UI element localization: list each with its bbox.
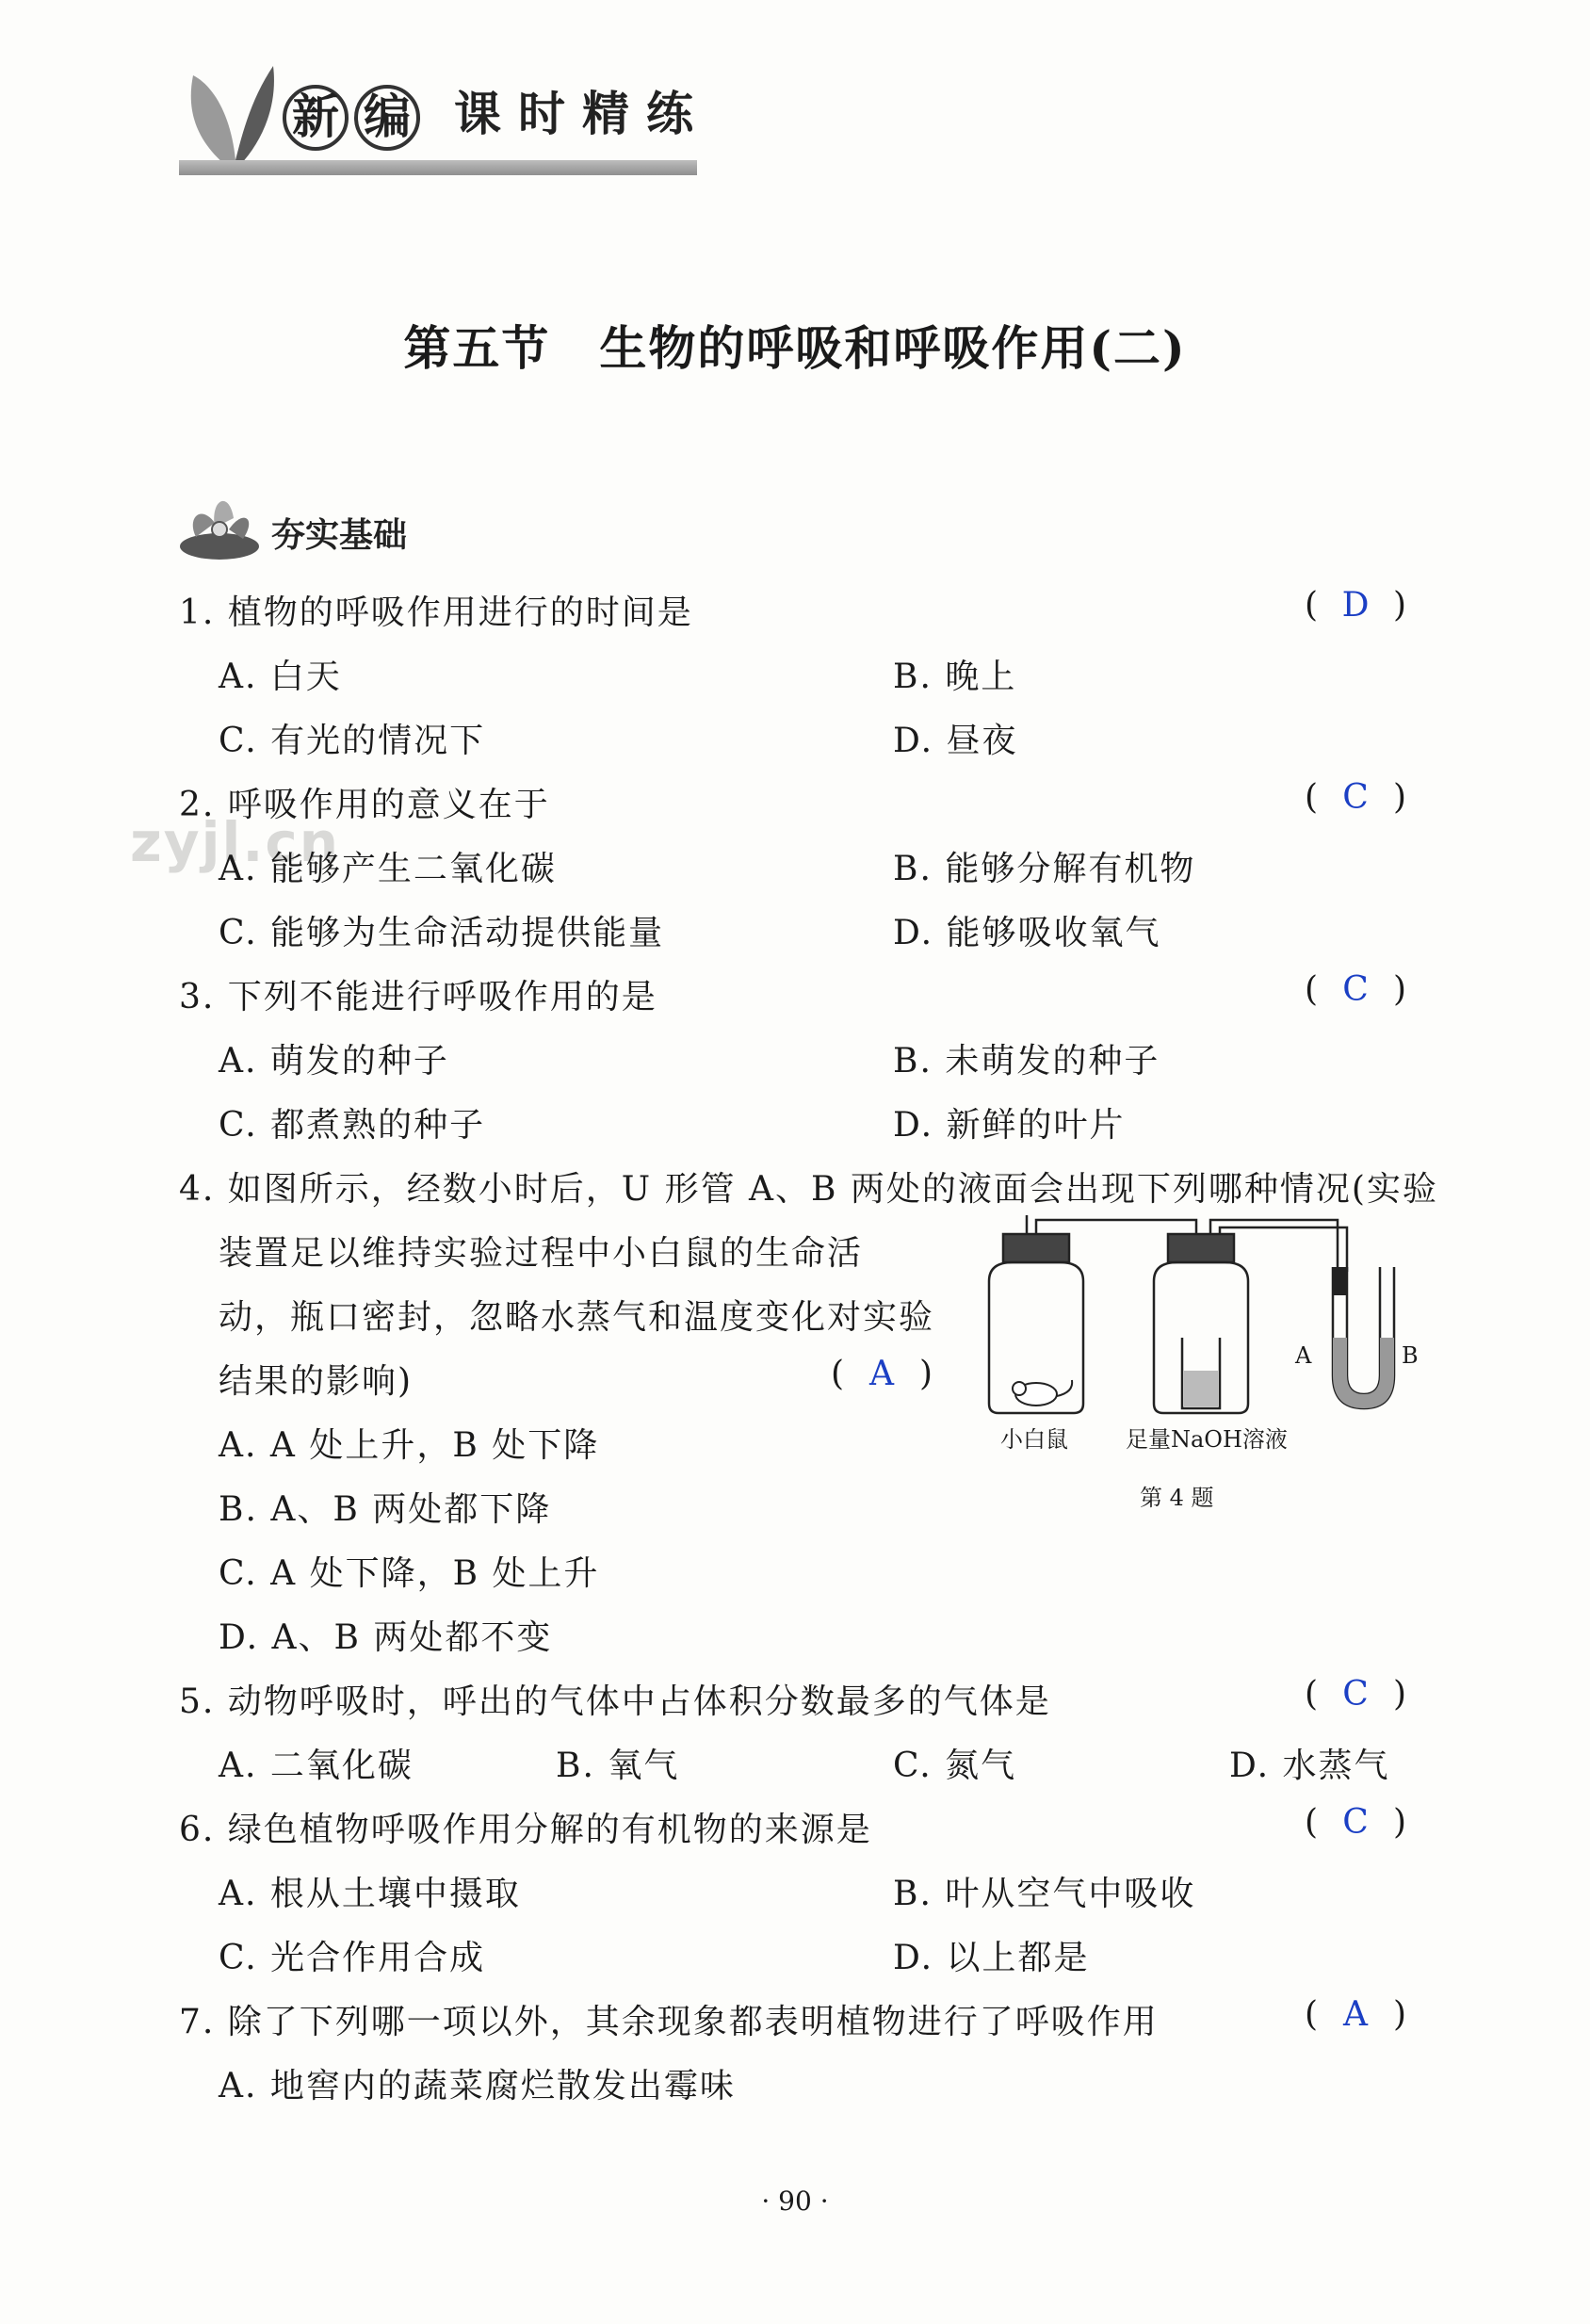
option: A. 能够产生二氧化碳	[219, 850, 557, 888]
figure-label-b: B	[1402, 1342, 1419, 1369]
question-stem: 5. 动物呼吸时，呼出的气体中占体积分数最多的气体是	[179, 1682, 1051, 1721]
question-stem: 1. 植物的呼吸作用进行的时间是	[179, 593, 693, 632]
option: D. 昼夜	[893, 722, 1018, 760]
header-char: 时	[518, 87, 565, 141]
option: B. 能够分解有机物	[893, 850, 1196, 888]
answer-bracket: ( C )	[1305, 778, 1407, 817]
option: C. 都煮熟的种子	[219, 1106, 486, 1145]
figure-label-a: A	[1295, 1342, 1312, 1369]
option: C. 氮气	[893, 1747, 1017, 1785]
option: A. 白天	[219, 658, 342, 696]
option: A. 萌发的种子	[219, 1042, 449, 1081]
answer-bracket: ( D )	[1305, 586, 1407, 625]
header-banner	[179, 57, 706, 198]
answer-value: C	[1342, 1803, 1369, 1842]
question-stem: 3. 下列不能进行呼吸作用的是	[179, 978, 657, 1016]
answer-bracket: ( A )	[1305, 1995, 1407, 2034]
option: C. 光合作用合成	[219, 1939, 486, 1977]
option: D. 以上都是	[893, 1939, 1090, 1977]
answer-value: A	[869, 1355, 895, 1393]
figure-label-mouse: 小白鼠	[1000, 1426, 1068, 1453]
option: B. 叶从空气中吸收	[893, 1875, 1196, 1913]
option: C. 有光的情况下	[219, 722, 486, 760]
question-stem-line: 装置足以维持实验过程中小白鼠的生命活	[219, 1234, 864, 1273]
question-stem-line: 结果的影响)	[219, 1362, 414, 1401]
section-label: 夯实基础	[271, 516, 408, 555]
flower-icon	[177, 480, 267, 565]
question-stem-line: 动，瓶口密封，忽略水蒸气和温度变化对实验	[219, 1298, 935, 1337]
header-char: 课	[454, 87, 501, 141]
answer-value: A	[1343, 1995, 1369, 2034]
answer-value: C	[1342, 970, 1369, 1009]
answer-bracket: ( C )	[1305, 970, 1407, 1009]
experiment-figure	[970, 1215, 1460, 1517]
answer-value: C	[1342, 778, 1369, 817]
question-stem: 7. 除了下列哪一项以外，其余现象都表明植物进行了呼吸作用	[179, 2003, 1159, 2041]
header-char: 练	[646, 87, 693, 141]
question-stem: 6. 绿色植物呼吸作用分解的有机物的来源是	[179, 1811, 872, 1849]
option: B. 晚上	[893, 658, 1017, 696]
header-title	[283, 85, 699, 151]
option: D. A、B 两处都不变	[219, 1618, 553, 1657]
option: C. A 处下降，B 处上升	[219, 1554, 600, 1593]
question-stem: 2. 呼吸作用的意义在于	[179, 786, 550, 824]
header-char: 编	[354, 85, 420, 151]
apparatus-diagram	[970, 1215, 1460, 1441]
watermark: zyjl.cn	[130, 810, 341, 874]
option: D. 新鲜的叶片	[893, 1106, 1126, 1145]
answer-bracket: ( A )	[831, 1355, 933, 1393]
answer-bracket: ( C )	[1305, 1675, 1407, 1714]
figure-label-naoh: 足量NaOH溶液	[1126, 1426, 1288, 1453]
answer-value: D	[1341, 586, 1370, 625]
option: C. 能够为生命活动提供能量	[219, 914, 665, 952]
option: B. A、B 两处都下降	[219, 1490, 552, 1529]
page-title: 第五节 生物的呼吸和呼吸作用(二)	[403, 320, 1187, 376]
option: A. 地窖内的蔬菜腐烂散发出霉味	[219, 2067, 736, 2105]
option: A. 根从土壤中摄取	[219, 1875, 521, 1913]
option: A. 二氧化碳	[219, 1747, 414, 1785]
option: D. 水蒸气	[1229, 1747, 1390, 1785]
answer-value: C	[1342, 1675, 1369, 1714]
question-stem: 4. 如图所示，经数小时后，U 形管 A、B 两处的液面会出现下列哪种情况(实验	[179, 1170, 1438, 1209]
header-bar	[179, 160, 697, 175]
option: B. 氧气	[556, 1747, 680, 1785]
header-char: 新	[283, 85, 349, 151]
figure-caption: 第 4 题	[1140, 1485, 1214, 1511]
page-number: · 90 ·	[761, 2186, 829, 2217]
option: A. A 处上升，B 处下降	[219, 1426, 600, 1465]
option: B. 未萌发的种子	[893, 1042, 1160, 1081]
header-char: 精	[582, 87, 629, 141]
option: D. 能够吸收氧气	[893, 914, 1161, 952]
answer-bracket: ( C )	[1305, 1803, 1407, 1842]
